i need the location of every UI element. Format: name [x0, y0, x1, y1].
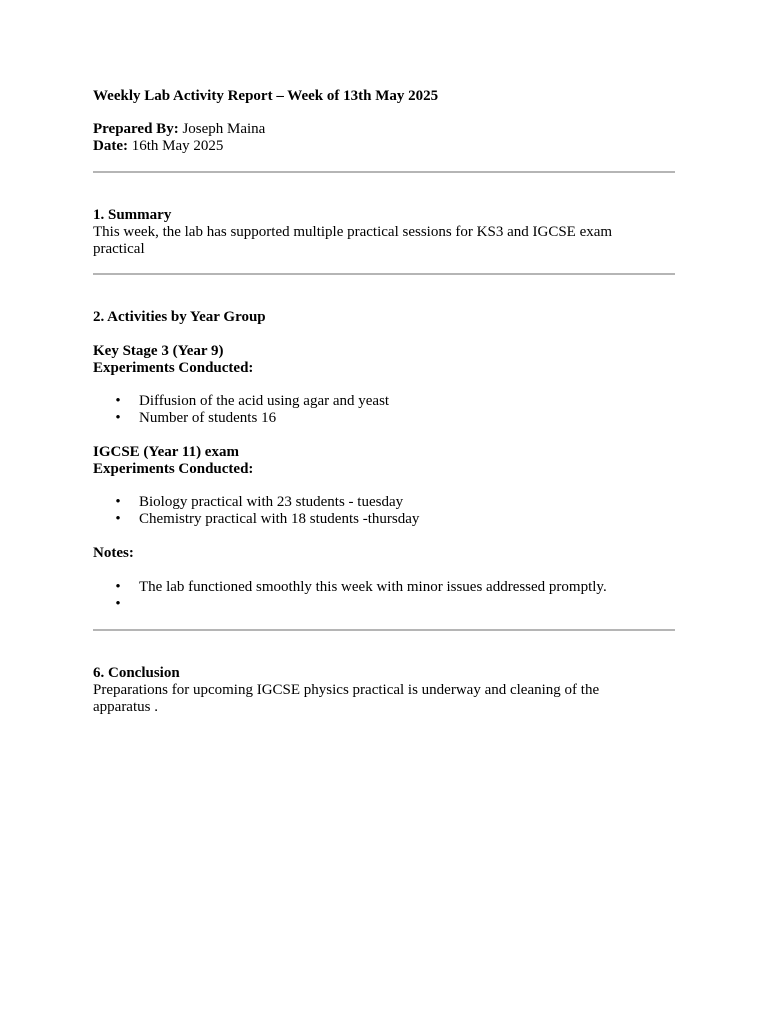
divider — [93, 171, 675, 173]
list-item: • The lab functioned smoothly this week with minor issues addressed promptly. — [139, 579, 729, 596]
date-line — [93, 138, 683, 155]
ks3-list — [93, 393, 729, 427]
prepared-by-label: Prepared By: — [93, 121, 179, 137]
list-item — [115, 596, 729, 613]
prepared-by-line — [93, 121, 683, 138]
bullet-icon: • — [115, 494, 121, 510]
bullet-icon: • — [115, 579, 121, 595]
list-item: • Chemistry practical with 18 students -thursday — [139, 511, 729, 528]
date-label: Date: — [93, 138, 128, 154]
igcse-list — [93, 494, 729, 528]
bullet-icon: • — [115, 596, 121, 612]
igcse-subheading: Experiments Conducted: — [93, 461, 254, 477]
bullet-icon: • — [115, 511, 121, 527]
summary-heading: 1. Summary — [93, 207, 172, 223]
list-item: • Number of students 16 — [139, 410, 729, 427]
bullet-icon: • — [115, 410, 121, 426]
date-value: 16th May 2025 — [127, 138, 224, 154]
report-title: Weekly Lab Activity Report – Week of 13th May 2025 — [93, 88, 439, 104]
summary-text: This week, the lab has supported multiple practical sessions for KS3 and IGCSE exam practical — [93, 224, 613, 257]
ks3-subheading: Experiments Conducted: — [93, 360, 254, 376]
bullet-icon: • — [115, 393, 121, 409]
notes-heading: Notes: — [93, 545, 134, 561]
igcse-heading: IGCSE (Year 11) exam — [93, 444, 239, 460]
divider — [93, 629, 675, 631]
prepared-by-value: Joseph Maina — [178, 121, 266, 137]
ks3-heading: Key Stage 3 (Year 9) — [93, 343, 224, 359]
conclusion-text: Preparations for upcoming IGCSE physics practical is underway and cleaning of the apparatus . — [93, 682, 600, 715]
activities-heading: 2. Activities by Year Group — [93, 309, 266, 325]
notes-list — [93, 579, 729, 613]
conclusion-heading: 6. Conclusion — [93, 665, 180, 681]
divider — [93, 273, 675, 275]
list-item: • Biology practical with 23 students - tuesday — [139, 494, 729, 511]
list-item: • Diffusion of the acid using agar and yeast — [139, 393, 729, 410]
